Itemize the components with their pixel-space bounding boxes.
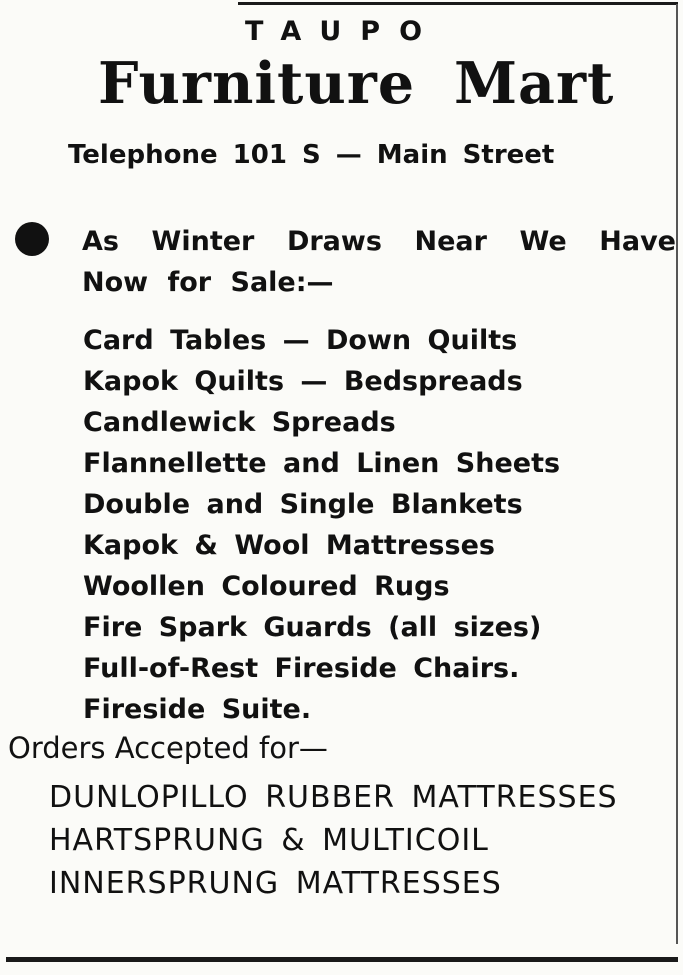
order-line: INNERSPRUNG MATTRESSES <box>49 866 502 901</box>
sale-item: Flannellette and Linen Sheets <box>83 448 561 479</box>
sale-item: Kapok Quilts — Bedspreads <box>83 366 523 397</box>
sale-item: Full-of-Rest Fireside Chairs. <box>83 653 520 684</box>
sale-item: Double and Single Blankets <box>83 489 523 520</box>
intro-line-2: Now for Sale:— <box>82 267 334 298</box>
orders-list <box>49 776 618 905</box>
sale-item: Card Tables — Down Quilts <box>83 325 518 356</box>
bottom-rule <box>6 957 678 962</box>
sale-item: Fireside Suite. <box>83 694 312 725</box>
intro-line-1: As Winter Draws Near We Have <box>82 226 676 257</box>
order-line: HARTSPRUNG & MULTICOIL <box>49 823 489 858</box>
contact-line: Telephone 101 S — Main Street <box>68 140 555 170</box>
sale-items-list <box>83 320 560 730</box>
sale-item: Candlewick Spreads <box>83 407 396 438</box>
orders-heading: Orders Accepted for— <box>8 731 328 765</box>
store-title: Furniture Mart <box>98 50 615 117</box>
order-line: DUNLOPILLO RUBBER MATTRESSES <box>49 780 618 815</box>
sale-item: Kapok & Wool Mattresses <box>83 530 495 561</box>
sale-item: Fire Spark Guards (all sizes) <box>83 612 542 643</box>
right-border <box>676 4 678 944</box>
sale-item: Woollen Coloured Rugs <box>83 571 450 602</box>
top-rule <box>238 2 678 5</box>
town-name: TAUPO <box>245 16 442 47</box>
intro-text <box>82 221 678 303</box>
bullet-dot-icon <box>15 222 49 256</box>
